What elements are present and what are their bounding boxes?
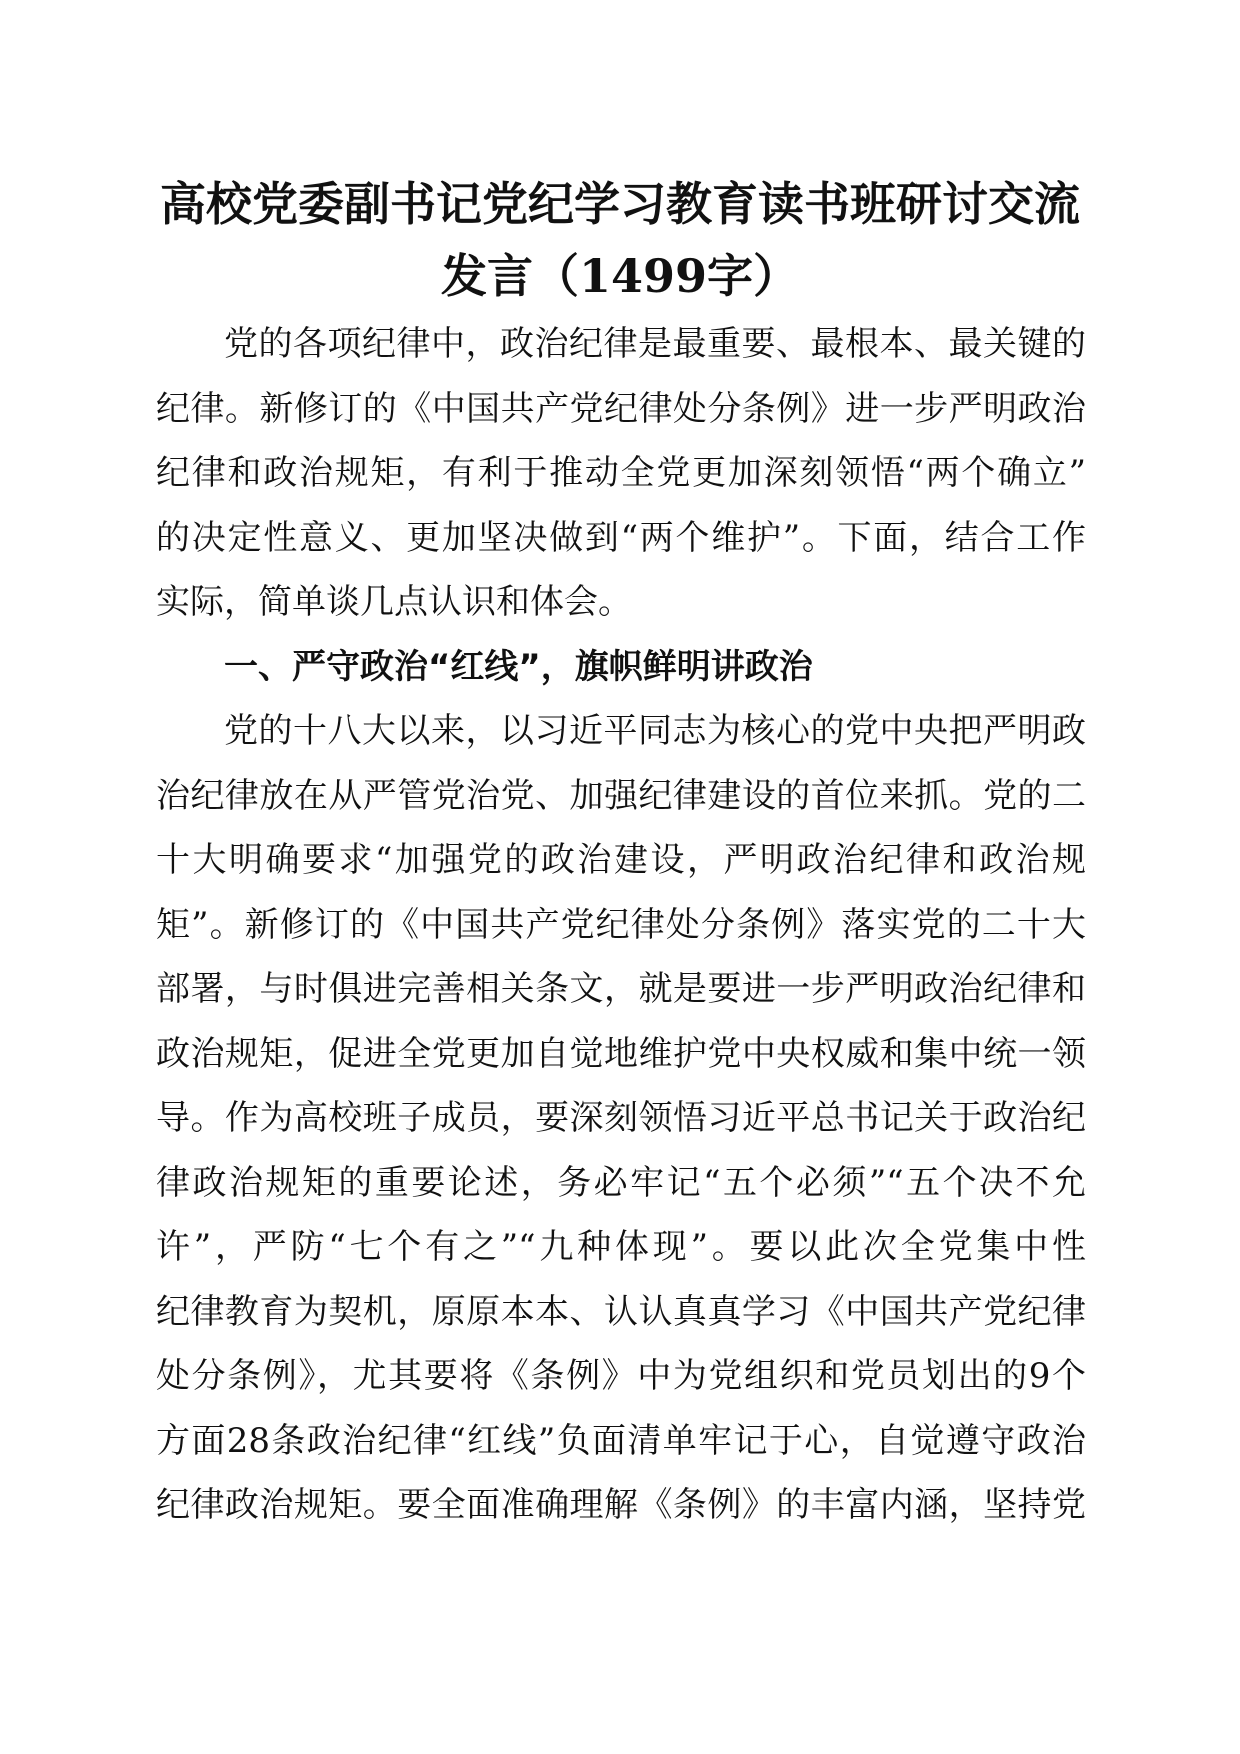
paragraph-line: 政治规矩，促进全党更加自觉地维护党中央权威和集中统一领 (156, 1033, 1086, 1074)
paragraph-line: 方面28条政治纪律“红线”负面清单牢记于心，自觉遵守政治 (156, 1420, 1086, 1461)
paragraph-line: 律政治规矩的重要论述，务必牢记“五个必须”“五个决不允 (156, 1162, 1086, 1203)
document-title (150, 168, 1090, 312)
title-line-2: 发言（1499字） (440, 249, 800, 303)
paragraph-line: 纪律教育为契机，原原本本、认认真真学习《中国共产党纪律 (156, 1291, 1086, 1332)
document-body (156, 312, 1086, 1538)
paragraph-line: 党的各项纪律中，政治纪律是最重要、最根本、最关键的 (224, 324, 1086, 364)
paragraph-line: 纪律政治规矩。要全面准确理解《条例》的丰富内涵，坚持党 (156, 1485, 1086, 1525)
paragraph-line: 纪律和政治规矩，有利于推动全党更加深刻领悟“两个确立” (156, 453, 1086, 493)
paragraph-line: 十大明确要求“加强党的政治建设，严明政治纪律和政治规 (156, 840, 1086, 880)
paragraph-line: 部署，与时俱进完善相关条文，就是要进一步严明政治纪律和 (156, 969, 1086, 1009)
paragraph-line: 处分条例》，尤其要将《条例》中为党组织和党员划出的9个 (156, 1356, 1086, 1396)
paragraph-line: 矩”。新修订的《中国共产党纪律处分条例》落实党的二十大 (156, 904, 1086, 945)
title-line-1: 高校党委副书记党纪学习教育读书班研讨交流 (160, 177, 1080, 231)
section-heading: 一、严守政治“红线”，旗帜鲜明讲政治 (224, 646, 813, 687)
paragraph-line: 的决定性意义、更加坚决做到“两个维护”。下面，结合工作 (156, 517, 1086, 558)
paragraph-line: 许”，严防“七个有之”“九种体现”。要以此次全党集中性 (156, 1227, 1086, 1267)
paragraph-line: 实际，简单谈几点认识和体会。 (156, 582, 632, 622)
paragraph-line: 纪律。新修订的《中国共产党纪律处分条例》进一步严明政治 (156, 388, 1086, 429)
paragraph-line: 导。作为高校班子成员，要深刻领悟习近平总书记关于政治纪 (156, 1098, 1086, 1138)
paragraph-line: 党的十八大以来，以习近平同志为核心的党中央把严明政 (224, 711, 1086, 751)
paragraph-line: 治纪律放在从严管党治党、加强纪律建设的首位来抓。党的二 (156, 775, 1086, 816)
